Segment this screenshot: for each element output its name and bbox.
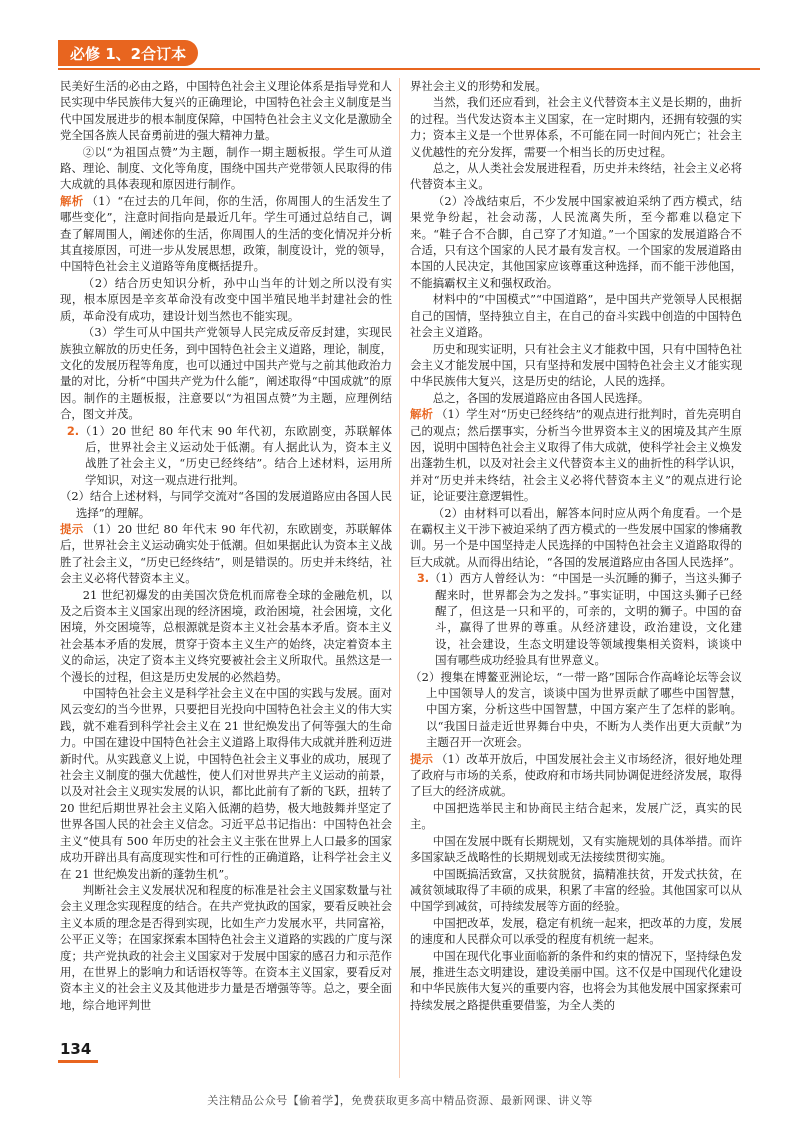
question-2-part-1 (60, 423, 392, 489)
paragraph: 材料中的“中国模式”“中国道路”，是中国共产党领导人民根据自己的国情，坚持独立自主，在自己的奋斗实践中创造的中国特色社会主义道路。 (410, 292, 742, 340)
paragraph: 界社会主义的形势和发展。 (410, 79, 547, 93)
paragraph: 当然，我们还应看到，社会主义代替资本主义是长期的，曲折的过程。当代发达资本主义国家，在一定时期内，还拥有较强的实力；资本主义是一个世界体系，不可能在同一时间内死亡；社会主义优越性的充分发挥，需要一个相当长的历史过程。 (410, 95, 742, 159)
paragraph: 历史和现实证明，只有社会主义才能救中国，只有中国特色社会主义才能发展中国，只有坚持和发展中国特色社会主义才能实现中华民族伟大复兴，这是历史的结论，人民的选择。 (410, 341, 742, 389)
question-text: （1）20 世纪 80 年代末 90 年代初，东欧剧变，苏联解体后，世界社会主义运动处于低潮。有人据此认为，资本主义战胜了社会主义，“历史已经终结”。结合上述材料，运用所学知识，对这一观点进行批判。 (79, 423, 392, 487)
question-3-part-2: （2）搜集在博鳌亚洲论坛，“一带一路”国际合作高峰论坛等会议上中国领导人的发言，谈谈中国为世界贡献了哪些中国智慧，中国方案，分析这些中国智慧，中国方案产生了怎样的影响。以“我国日益走近世界舞台中央，不断为人类作出更大贡献”为主题召开一次班会。 (410, 669, 742, 750)
question-number: 3. (416, 571, 430, 586)
hint-label: 提示 (410, 751, 433, 766)
paragraph: 中国既搞活致富，又扶贫脱贫，搞精准扶贫，开发式扶贫，在减贫领域取得了丰硕的成果，积累了丰富的经验。其他国家可以从中国学到减贫，可持续发展等方面的经验。 (410, 866, 742, 914)
paragraph: 判断社会主义发展状况和程度的标准是社会主义国家数量与社会主义理念实现程度的结合。在共产党执政的国家，要看反映社会主义本质的理念是否得到实现，比如生产力发展水平，共同富裕，公平正义等；在国家探索本国特色社会主义道路的实践的广度与深度；共产党执政的社会主义国家对于发展中国家的感召力和示范作用，在世界上的影响力和话语权等等。在资本主义国家，要看反对资本主义的社会主义及其他进步力量是否增强等等。总之，要全面地，综合地评判世 (60, 882, 392, 1012)
paragraph: （2）结合历史知识分析，孙中山当年的计划之所以没有实现，根本原因是辛亥革命没有改变中国半殖民地半封建社会的性质，革命没有成功，建设计划当然也不能实现。 (60, 275, 392, 323)
paragraph: ②以“为祖国点赞”为主题，制作一期主题板报。学生可从道路、理论、制度、文化等角度，围绕中国共产党带领人民取得的伟大成就的具体表现和原因进行制作。 (60, 144, 392, 192)
paragraph: 中国把改革，发展，稳定有机统一起来，把改革的力度，发展的速度和人民群众可以承受的程度有机统一起来。 (410, 915, 742, 947)
paragraph: （2）冷战结束后，不少发展中国家被迫采纳了西方模式，结果党争纷起，社会动荡，人民流离失所，至今都难以稳定下来。“鞋子合不合脚，自己穿了才知道。”一个国家的发展道路合不合适，只有这个国家的人民才最有发言权。一个国家的发展道路由本国的人民决定，其他国家应该尊重这种选择，而不能干涉他国，不能搞霸权主义和强权政治。 (410, 193, 742, 290)
analysis-paragraph (410, 406, 742, 504)
analysis-paragraph (60, 193, 392, 275)
analysis-label: 解析 (60, 193, 84, 208)
paragraph: 总之，从人类社会发展进程看，历史并未终结，社会主义必将代替资本主义。 (410, 161, 742, 192)
footer-note: 关注精品公众号【偷着学】，免费获取更多高中精品资源、最新网课、讲义等 (207, 1094, 593, 1107)
paragraph: 中国在发展中既有长期规划，又有实施规划的具体举措。而许多国家缺乏战略性的长期规划或无法接续贯彻实施。 (410, 833, 742, 865)
left-column (60, 78, 392, 1013)
page-number: 134 (60, 1040, 92, 1058)
paragraph-text: （1）20 世纪 80 年代末 90 年代初，东欧剧变，苏联解体后，世界社会主义运动确实处于低潮。但如果据此认为资本主义战胜了社会主义，“历史已经终结”，则是错误的。历史并未终结，社会主义必将代替资本主义。 (60, 521, 392, 586)
right-column (410, 78, 742, 1013)
paragraph-text: （1）“在过去的几年间，你的生活，你周围人的生活发生了哪些变化”，注意时间指向是最近几年。学生可通过总结自己，调查了解周围人，阐述你的生活，你周围人的生活的变化情况并分析其直接原因，可进一步从发展思想，政策，制度设计，党的领导，中国特色社会主义道路等角度概括提升。 (60, 193, 392, 274)
paragraph: 21 世纪初爆发的由美国次贷危机而席卷全球的金融危机，以及之后资本主义国家出现的经济困境，政治困境，社会困境，文化困境，外交困境等，总根源就是资本主义社会基本矛盾。资本主义社会基本矛盾的发展，贯穿于资本主义生产的始终，决定着资本主义的命运，决定了资本主义终究要被社会主义所取代。虽然这是一个漫长的过程，但这是历史发展的必然趋势。 (60, 587, 392, 684)
hint-label: 提示 (60, 521, 84, 536)
paragraph: 中国特色社会主义是科学社会主义在中国的实践与发展。面对风云变幻的当今世界，只要把目光投向中国特色社会主义的伟大实践，就不难看到科学社会主义在 21 世纪焕发出了何等强大的生命力。中国在建设中国特色社会主义道路上取得伟大成就并胜利迈进新时代。从实践意义上说，中国特色社会主义事业的成功，展现了社会主义制度的强大优越性，使人们对世界共产主义运动的前景，以及对社会主义现实发展的认识，都比此前有了新的飞跃，扭转了 20 世纪后期世界社会主义陷入低潮的趋势，极大地鼓舞并坚定了世界各国人民的社会主义信念。习近平总书记指出：中国特色社会主义“使具有 500 年历史的社会主义主张在世界上人口最多的国家成功开辟出具有高度现实性和可行性的正确道路，让科学社会主义在 21 世纪焕发出新的蓬勃生机”。 (60, 686, 392, 881)
header-rule (58, 68, 760, 70)
paragraph: 中国在现代化事业面临新的条件和约束的情况下，坚持绿色发展，推进生态文明建设，建设美丽中国。这不仅是中国现代化建设和中华民族伟大复兴的重要内容，也将会为其他发展中国家探索可持续发展之路提供重要借鉴，为全人类的 (410, 948, 742, 1012)
paragraph: 总之，各国的发展道路应由各国人民选择。 (432, 390, 650, 405)
question-text: （1）西方人曾经认为：“中国是一头沉睡的狮子，当这头狮子醒来时，世界都会为之发抖。”事实证明，中国这头狮子已经醒了，但这是一只和平的，可亲的，文明的狮子。中国的奋斗，赢得了世界的尊重。从经济建设，政治建设，文化建设，社会建设，生态文明建设等领域搜集相关资料，谈谈中国有哪些成功经验具有世界意义。 (429, 571, 742, 668)
analysis-label: 解析 (410, 407, 433, 422)
hint-paragraph (60, 521, 392, 587)
question-number: 2. (66, 423, 80, 438)
paragraph: 中国把选举民主和协商民主结合起来，发展广泛，真实的民主。 (410, 800, 742, 832)
column-divider (399, 78, 400, 1078)
question-3-part-1 (410, 570, 742, 668)
paragraph: 民美好生活的必由之路，中国特色社会主义理论体系是指导党和人民实现中华民族伟大复兴的正确理论，中国特色社会主义制度是当代中国发展进步的根本制度保障，中国特色社会主义文化是激励全党全国各族人民奋勇前进的强大精神力量。 (60, 79, 392, 143)
paragraph: （3）学生可从中国共产党领导人民完成反帝反封建，实现民族独立解放的历史任务，到中国特色社会主义道路，理论，制度，文化的发展历程等角度，也可以通过中国共产党与之前其他政治力量的对比，分析“中国共产党为什么能”，阐述取得“中国成就”的原因。制作的主题板报，注意要以“为祖国点赞”为主题，应理例结合，图文并茂。 (60, 325, 392, 422)
paragraph-text: （1）学生对“历史已经终结”的观点进行批判时，首先亮明自己的观点；然后摆事实，分析当今世界资本主义的困境及其产生原因，说明中国特色社会主义取得了伟大成就，使科学社会主义焕发出蓬勃生机，以及对社会主义代替资本主义的曲折性的科学认识，并对“历史并未终结，社会主义必将代替资本主义”的观点进行论证，论证要注意逻辑性。 (410, 407, 742, 504)
question-2-part-2: （2）结合上述材料，与同学交流对“各国的发展道路应由各国人民选择”的理解。 (60, 489, 393, 520)
hint-paragraph (410, 751, 742, 800)
book-title: 必修 1、2合订本 (70, 45, 187, 63)
paragraph: （2）由材料可以看出，解答本问时应从两个角度看。一个是在霸权主义干涉下被迫采纳了西方模式的一些发展中国家的惨痛教训。另一个是中国坚持走人民选择的中国特色社会主义道路取得的巨大成就。从而得出结论，“各国的发展道路应由各国人民选择”。 (410, 505, 742, 569)
paragraph-text: （1）改革开放后，中国发展社会主义市场经济，很好地处理了政府与市场的关系，使政府和市场共同协调促进经济发展，取得了巨大的经济成就。 (410, 751, 742, 799)
page-number-underline (58, 1060, 98, 1063)
